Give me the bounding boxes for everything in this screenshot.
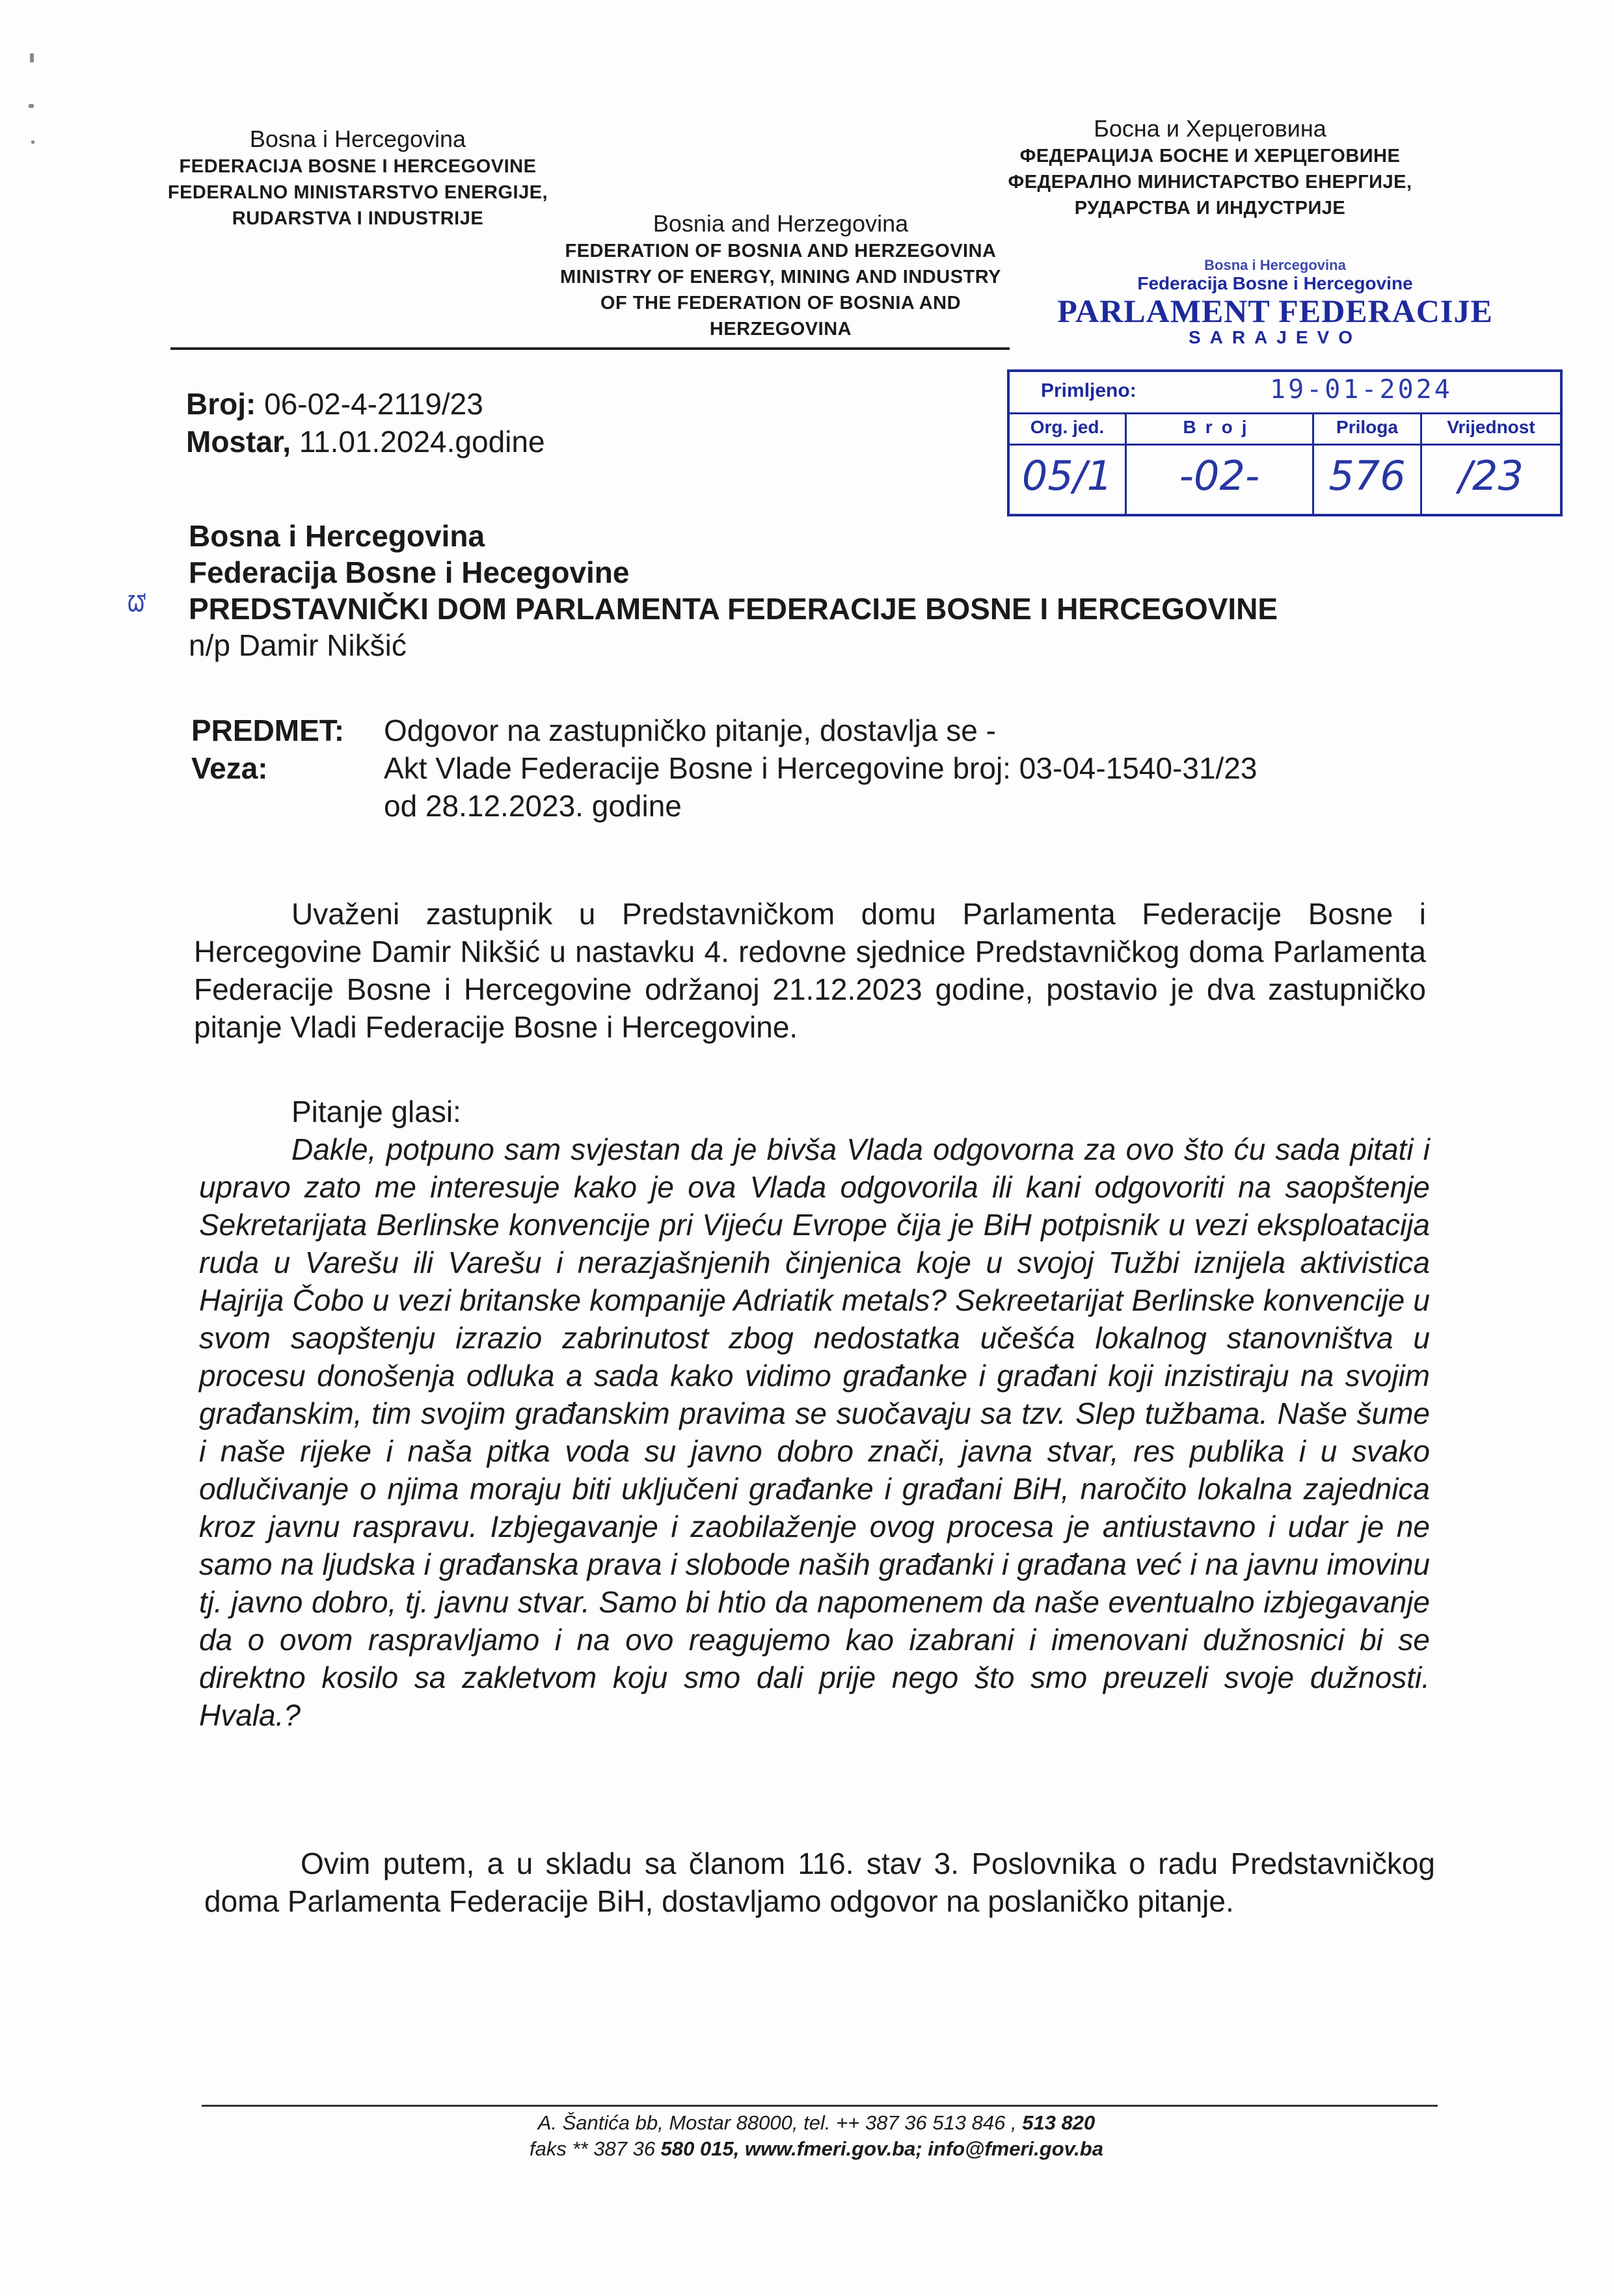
letterhead-right-federation: ФЕДЕРАЦИЈА БОСНЕ И ХЕРЦЕГОВИНЕ <box>1019 146 1401 167</box>
recipient-block <box>189 518 1490 663</box>
footer-line-2 <box>455 2136 1177 2162</box>
stamp-line-3: SARAJEVO <box>1188 327 1362 347</box>
stamp-received-row <box>1010 372 1560 414</box>
document-number <box>186 385 545 423</box>
letterhead-middle-ministry-3: HERZEGOVINA <box>709 319 852 340</box>
footer-phone-2: 513 820 <box>1022 2111 1096 2134</box>
stamp-header-cell: Broj <box>1127 412 1314 444</box>
question-heading: Pitanje glasi: <box>291 1095 461 1128</box>
stamp-header-cell: Priloga <box>1314 412 1422 444</box>
reference-label: Veza: <box>191 751 268 785</box>
stamp-header-row <box>1010 412 1560 446</box>
reference-value-2: od 28.12.2023. godine <box>384 789 682 823</box>
recipient-attention: n/p Damir Nikšić <box>189 628 407 662</box>
document-date-value: 11.01.2024.godine <box>291 425 545 459</box>
stamp-header-cell: Vrijednost <box>1447 417 1535 437</box>
recipient-line-3: PREDSTAVNIČKI DOM PARLAMENTA FEDERACIJE BOSNE I HERCEGOVINE <box>189 592 1278 626</box>
footer-fax-web-email: 580 015, www.fmeri.gov.ba; info@fmeri.gov.ba <box>660 2137 1103 2160</box>
letterhead-middle-country: Bosnia and Herzegovina <box>652 210 909 237</box>
letterhead-divider <box>170 347 1010 350</box>
stamp-value-row <box>1010 444 1560 514</box>
scan-speck <box>29 104 34 108</box>
recipient-line-2: Federacija Bosne i Hecegovine <box>189 555 630 589</box>
footer-contact <box>455 2110 1177 2162</box>
stamp-header-cell: Org. jed. <box>1010 412 1127 444</box>
body-paragraph-3-text: Ovim putem, a u skladu sa članom 116. stav 3. Poslovnika o radu Predstavničkog doma Parlamenta Federacije BiH, dostavljamo odgovor na poslaničko pitanje. <box>204 1847 1435 1918</box>
scan-speck <box>31 140 34 144</box>
letterhead-middle-ministry-1: MINISTRY OF ENERGY, MINING AND INDUSTRY <box>560 267 1001 287</box>
stamp-received-date: 19-01-2024 <box>1270 375 1453 405</box>
letterhead-middle-ministry-2: OF THE FEDERATION OF BOSNIA AND <box>600 293 962 314</box>
stamp-value-cell: /23 <box>1459 452 1524 500</box>
footer-fax-prefix: faks ** 387 36 <box>530 2137 661 2160</box>
letterhead-left-ministry-2: RUDARSTVA I INDUSTRIJE <box>232 208 484 229</box>
subject-block <box>191 712 1492 825</box>
question-quote-text: Dakle, potpuno sam svjestan da je bivša Vlada odgovorna za ovo što ću sada pitati i upravo zato me interesuje kako je ova Vlada odgovorila ili kani odgovoriti na saopštenje Sekretarijata Berlinske konvencije pri Vijeću Evrope čija je BiH potpisnik u vezi eksploatacija ruda u Varešu ili Varešu i nerazjašnjenih činjenica koje u svojoj Tužbi iznijela aktivistica Hajrija Čobo u vezi britanske kompanije Adriatik metals? Sekreetarijat Berlinske konvencije u svom saopštenju izrazio zabrinutost zbog nedostatka učešća lokalnog stanovništva u procesu donošenja odluka a sada kako vidimo građanke i građani koji inzistiraju na svojim građanskim, tim svojim građanskim pravima se suočavaju sa tzv. Slep tužbama. Naše šume i naše rijeke i naša pitka voda su javno dobro znači, javna stvar, res publika i u svako odlučivanje o njima moraju biti uključeni građanke i građani BiH, naročito lokalna zajednica kroz javnu raspravu. Izbjegavanje i zaobilaženje ovog procesa je antiustavno i udar je ne samo na ljudska i građanska prava i slobode naših građanki i građana već i na javnu imovinu tj. javno dobro, tj. javnu stvar. Samo bi htio da napomenem da naše eventualno izbjegavanje da o ovom raspravljamo i na ovo reagujemo kao izabrani i imenovani dužnosnici bi se direktno kosilo sa zakletvom koju smo dali prije nego što smo preuzeli svoje dužnosti. Hvala.? <box>199 1132 1430 1732</box>
paperclip-mark-icon: ᘺ <box>128 592 147 617</box>
letterhead-left-ministry-1: FEDERALNO MINISTARSTVO ENERGIJE, <box>167 182 548 203</box>
stamp-line-0: Bosna i Hercegovina <box>1204 257 1346 273</box>
footer-divider <box>202 2105 1438 2107</box>
letterhead-left-country: Bosna i Hercegovina <box>249 126 466 152</box>
body-paragraph-1-text: Uvaženi zastupnik u Predstavničkom domu Parlamenta Federacije Bosne i Hercegovine Damir Nikšić u nastavku 4. redovne sjednice Predstavničkog doma Parlamenta Federacije Bosne i Hercegovine održanoj 21.12.2023 godine, postavio je dva zastupničko pitanje Vladi Federacije Bosne i Hercegovine. <box>194 897 1426 1044</box>
scan-speck <box>30 53 34 62</box>
letterhead-left-federation: FEDERACIJA BOSNE I HERCEGOVINE <box>179 156 537 177</box>
stamp-received-label: Primljeno: <box>1041 380 1137 401</box>
footer-address: A. Šantića bb, Mostar 88000, tel. ++ 387 36 513 846 , <box>537 2111 1023 2134</box>
document-meta <box>186 385 545 461</box>
stamp-value-cell: -02- <box>1127 444 1314 514</box>
stamp-value-cell: 576 <box>1314 444 1422 514</box>
letterhead-right-country: Босна и Херцеговина <box>1094 115 1326 142</box>
letterhead-right-ministry-2: РУДАРСТВА И ИНДУСТРИЈЕ <box>1074 198 1346 219</box>
recipient-line-1: Bosna i Hercegovina <box>189 519 485 553</box>
body-paragraph-3 <box>204 1845 1435 1920</box>
subject-value: Odgovor na zastupničko pitanje, dostavlja se - <box>384 714 996 747</box>
document-number-value: 06-02-4-2119/23 <box>256 387 483 421</box>
letterhead-middle <box>559 209 1002 342</box>
document-number-label: Broj: <box>186 387 256 421</box>
body-paragraph-1 <box>194 895 1426 1046</box>
letterhead-right <box>1002 114 1418 221</box>
letterhead-left <box>163 125 553 232</box>
stamp-line-1: Federacija Bosne i Hercegovine <box>1137 273 1413 293</box>
letterhead-middle-federation: FEDERATION OF BOSNIA AND HERZEGOVINA <box>565 241 997 261</box>
document-place-label: Mostar, <box>186 425 291 459</box>
question-quote <box>199 1130 1430 1734</box>
footer-line-1 <box>455 2110 1177 2136</box>
document-date <box>186 423 545 461</box>
stamp-header <box>1028 258 1522 347</box>
subject-label: PREDMET: <box>191 714 345 747</box>
reference-value-1: Akt Vlade Federacije Bosne i Hercegovine broj: 03-04-1540-31/23 <box>384 751 1258 785</box>
stamp-line-2: PARLAMENT FEDERACIJE <box>1057 293 1493 329</box>
reception-stamp <box>1007 369 1563 516</box>
letterhead-right-ministry-1: ФЕДЕРАЛНО МИНИСТАРСТВО ЕНЕРГИЈЕ, <box>1008 172 1412 193</box>
stamp-value-cell: 05/1 <box>1010 444 1127 514</box>
